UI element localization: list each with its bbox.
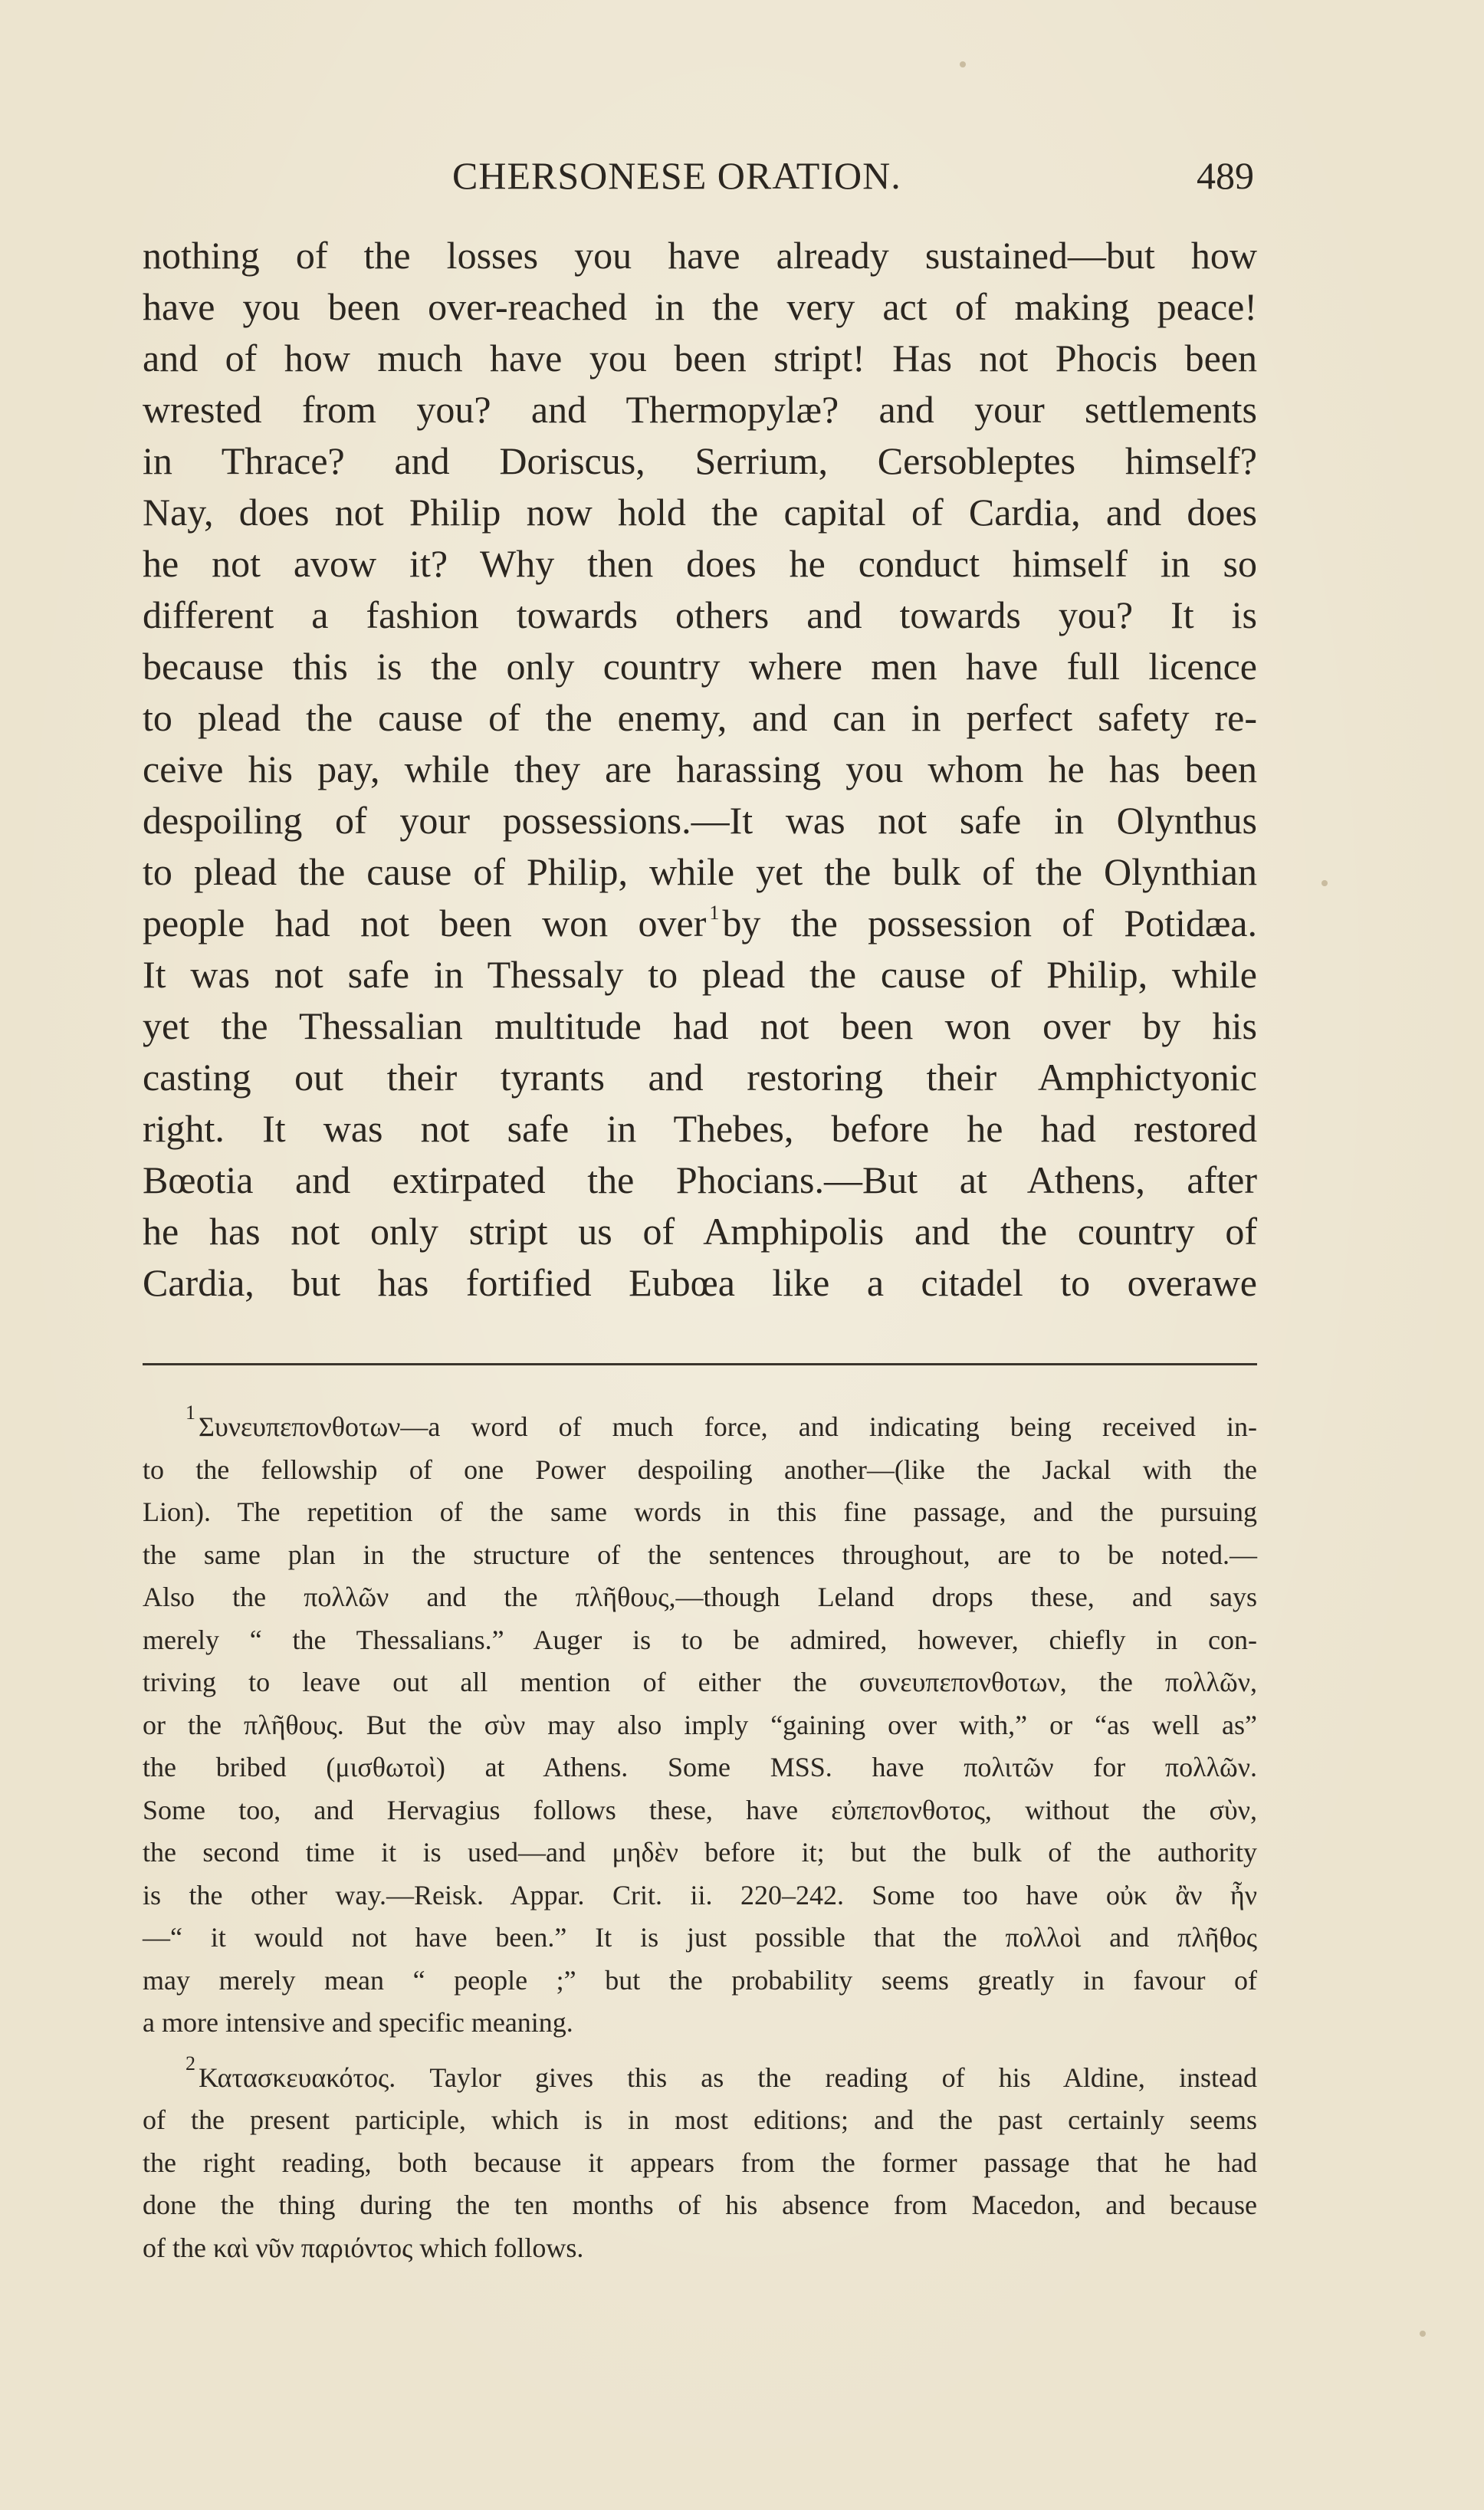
text-line: different a fashion towards others and towards you? It is	[143, 593, 1257, 636]
footnote-1-line: triving to leave out all mention of either the συνευπεπονθοτων, the πολλῶν,	[143, 1667, 1257, 1697]
text-line: wrested from you? and Thermopylæ? and your settlements	[143, 388, 1257, 431]
footnote-divider	[143, 1363, 1257, 1365]
footnote-1-line: —“ it would not have been.” It is just possible that the πολλοὶ and πλῆθος	[143, 1922, 1257, 1953]
footnote-1-line: Some too, and Hervagius follows these, have εὐπεπονθοτος, without the σὺν,	[143, 1794, 1257, 1825]
text-line: in Thrace? and Doriscus, Serrium, Cersobleptes himself?	[143, 439, 1257, 482]
text-line: casting out their tyrants and restoring their Amphictyonic	[143, 1056, 1257, 1099]
text-line: Nay, does not Philip now hold the capital of Cardia, and does	[143, 491, 1257, 534]
footnote-1-line: may merely mean “ people ;” but the probability seems greatly in favour of	[143, 1964, 1257, 1996]
footnote-2-line: done the thing during the ten months of his absence from Macedon, and because	[143, 2190, 1257, 2220]
text-line: and of how much have you been stript! Has not Phocis been	[143, 337, 1257, 379]
footnote-1-line: a more intensive and specific meaning.	[143, 2007, 573, 2038]
footnote-marker: 2	[186, 2052, 195, 2075]
footnote-1-line: the bribed (μισθωτοὶ) at Athens. Some MSS. have πολιτῶν for πολλῶν.	[143, 1752, 1257, 1782]
paper-speck	[1420, 2331, 1426, 2337]
footnote-1-line: the same plan in the structure of the sentences throughout, are to be noted.—	[143, 1539, 1257, 1570]
text-line: despoiling of your possessions.—It was not safe in Olynthus	[143, 799, 1257, 842]
footnote-2-line: of the καὶ νῦν παριόντος which follows.	[143, 2232, 584, 2263]
paper-speck	[960, 61, 966, 67]
footnote-reference[interactable]: 1	[709, 902, 720, 924]
footnote-2-line	[143, 2052, 1257, 2100]
text-line: have you been over-reached in the very act of making peace!	[143, 285, 1257, 328]
main-text	[143, 230, 1257, 1309]
text-line: he has not only stript us of Amphipolis and the country of	[143, 1210, 1257, 1253]
text-line: to plead the cause of Philip, while yet the bulk of the Olynthian	[143, 850, 1257, 893]
footnote-2-line: the right reading, both because it appears from the former passage that he had	[143, 2147, 1257, 2178]
text-line: It was not safe in Thessaly to plead the cause of Philip, while	[143, 953, 1257, 996]
footnotes	[143, 1401, 1257, 2269]
footnote-1-line	[143, 1401, 1257, 1449]
footnote-1-line: the second time it is used—and μηδὲν before it; but the bulk of the authority	[143, 1837, 1257, 1868]
text-line-with-footnote	[143, 898, 1257, 949]
running-header	[146, 153, 1254, 207]
footnote-1-line: merely “ the Thessalians.” Auger is to be admired, however, chiefly in con-	[143, 1624, 1257, 1655]
footnote-1-line: or the πλῆθους. But the σὺν may also imply “gaining over with,” or “as well as”	[143, 1709, 1257, 1740]
footnote-1-line: Lion). The repetition of the same words in this fine passage, and the pursuing	[143, 1496, 1257, 1527]
footnote-2-line: of the present participle, which is in most editions; and the past certainly seems	[143, 2104, 1257, 2135]
running-title: CHERSONESE ORATION.	[452, 154, 901, 197]
footnote-1-line: Also the πολλῶν and the πλῆθους,—though Leland drops these, and says	[143, 1582, 1257, 1612]
text-line: ceive his pay, while they are harassing you whom he has been	[143, 747, 1257, 790]
text-line: Bœotia and extirpated the Phocians.—But at Athens, after	[143, 1158, 1257, 1201]
footnote-1-line: to the fellowship of one Power despoiling another—(like the Jackal with the	[143, 1454, 1257, 1485]
text-line: he not avow it? Why then does he conduct himself in so	[143, 542, 1257, 585]
text-segment: people had not been won over	[143, 902, 707, 945]
footnote-marker: 1	[186, 1401, 195, 1424]
page-number: 489	[1197, 154, 1254, 197]
text-line: nothing of the losses you have already sustained—but how	[143, 234, 1257, 277]
paper-speck	[1321, 880, 1328, 886]
text-line: Cardia, but has fortified Eubœa like a citadel to overawe	[143, 1261, 1257, 1304]
text-segment: by the possession of Potidæa.	[722, 902, 1257, 945]
text-line: because this is the only country where men have full licence	[143, 645, 1257, 688]
footnote-1-line: is the other way.—Reisk. Appar. Crit. ii. 220–242. Some too have οὐκ ἂν ἦν	[143, 1879, 1257, 1910]
text-line: to plead the cause of the enemy, and can in perfect safety re-	[143, 696, 1257, 739]
text-line: yet the Thessalian multitude had not been won over by his	[143, 1004, 1257, 1047]
footnote-text: Κατασκευακότος. Taylor gives this as the reading of his Aldine, instead	[199, 2062, 1257, 2093]
footnote-text: Συνευπεπονθοτων—a word of much force, and indicating being received in-	[199, 1411, 1257, 1442]
text-line: right. It was not safe in Thebes, before he had restored	[143, 1107, 1257, 1150]
